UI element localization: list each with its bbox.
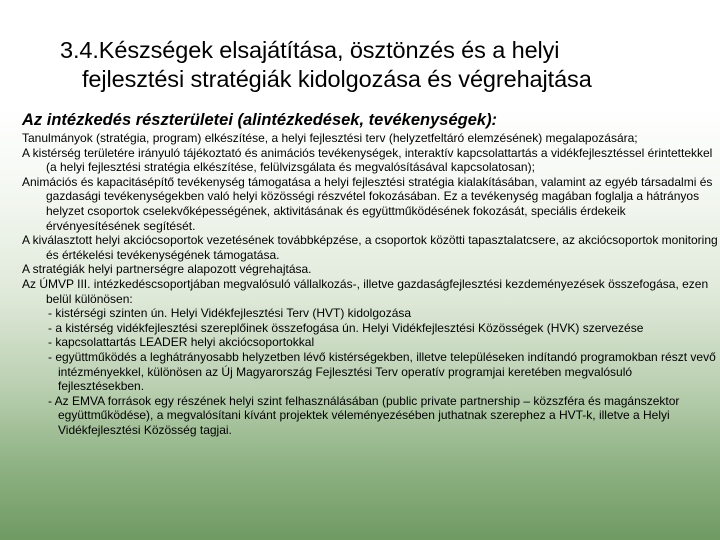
slide-title <box>60 36 710 94</box>
sub-list-item: - kapcsolattartás LEADER helyi akciócsoportokkal <box>48 335 315 350</box>
list-item: A kiválasztott helyi akciócsoportok vezetésének továbbképzése, a csoportok közötti tapasztalatcsere, az akciócsoportok monitoring és értékelési tevékenységének támogatása. <box>22 233 718 262</box>
list-item: Az ÚMVP III. intézkedéscsoportjában megvalósuló vállalkozás-, illetve gazdaságfejlesztési kezdeményezések összefogása, ezen belül különösen: <box>22 276 709 306</box>
sub-list-item: - együttműködés a leghátrányosabb helyzetben lévő kistérségekben, illetve településeken indítandó programokban részt vevő intézményekkel, különösen az Új Magyarország Fejlesztési Terv operatív programjai keretében megvalósuló fejlesztésekben. <box>48 349 716 394</box>
sub-list-item: - a kistérség vidékfejlesztési szereplőinek összefogása ún. Helyi Vidékfejlesztési Közösségek (HVK) szervezése <box>48 320 644 335</box>
list-item: Animációs és kapacitásépítő tevékenység támogatása a helyi fejlesztési stratégia kialakításában, valamint az egyéb társadalmi és gazdasági tevékenységekben való helyi közösségi részvétel fokozásában. Ez a tevékenység magában foglalja a hátrányos helyzet csoportok cselekvőképességének, aktivitásának és együttműködésének fokozását, speciális érdekeik érvényesítésének segítését. <box>22 174 713 233</box>
list-item: A stratégiák helyi partnerségre alapozott végrehajtása. <box>22 262 312 277</box>
list-item: A kistérség területére irányuló tájékoztató és animációs tevékenységek, interaktív kapcsolattartás a vidékfejlesztéssel érintettekkel (a helyi fejlesztési stratégia elkészítése, felülvizsgálata és megvalósításával kapcsolatosan); <box>22 145 713 175</box>
sub-list-item: - kistérségi szinten ún. Helyi Vidékfejlesztési Terv (HVT) kidolgozása <box>48 306 412 321</box>
body-text <box>22 131 718 437</box>
section-heading: Az intézkedés részterületei (alintézkedések, tevékenységek): <box>22 111 498 129</box>
slide-title-line-2: fejlesztési stratégiák kidolgozása és végrehajtása <box>82 66 592 92</box>
sub-list <box>22 306 718 437</box>
slide-title-line-1: 3.4.Készségek elsajátítása, ösztönzés és a helyi <box>60 37 560 63</box>
list-item: Tanulmányok (stratégia, program) elkészítése, a helyi fejlesztési terv (helyzetfeltáró elemzésének) megalapozására; <box>22 131 638 145</box>
sub-list-item: - Az EMVA források egy részének helyi szint felhasználásában (public private partnership – közszféra és magánszektor együttműködése), a megvalósítani kívánt projektek véleményezésében juthatnak szerephez a HVT-k, illetve a Helyi Vidékfejlesztési Közösség tagjai. <box>48 393 680 437</box>
